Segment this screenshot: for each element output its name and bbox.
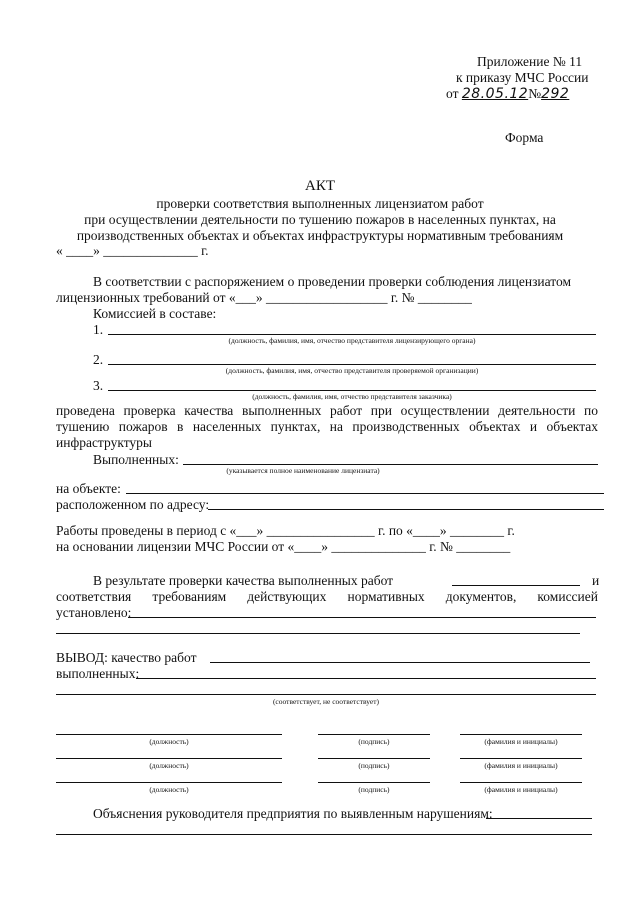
completed-label: выполненных: [56, 666, 140, 681]
checked-line-3: инфраструктуры [56, 435, 152, 450]
signature-3-position-caption: (должность) [149, 785, 189, 794]
from-prefix: от [446, 86, 459, 101]
result-line-2: соответствия требованиям действующих нормативных документов, комиссией [56, 589, 598, 604]
handwritten-date: 28.05.12 [461, 86, 529, 102]
title-date-line: « ____» ______________ г. [56, 243, 209, 258]
title-line-1: проверки соответствия выполненных лицензиатом работ [156, 196, 484, 211]
explanations-label: Объяснения руководителя предприятия по выявленным нарушениям: [93, 806, 493, 821]
explanations-field-2[interactable] [56, 834, 592, 835]
result-line-3: установлено: [56, 605, 132, 620]
object-field[interactable] [126, 493, 604, 494]
signature-2-name-field[interactable] [460, 758, 582, 759]
completed-field[interactable] [136, 678, 596, 679]
member-3-number: 3. [93, 378, 104, 393]
signature-3-name-caption: (фамилия и инициалы) [484, 785, 558, 794]
performed-label: Выполненных: [93, 452, 179, 467]
member-1-number: 1. [93, 322, 104, 337]
signature-3-position-field[interactable] [56, 782, 282, 783]
conclusion-field[interactable] [210, 662, 590, 663]
signature-2-sign-field[interactable] [318, 758, 430, 759]
title-line-3: производственных объектах и объектах инфраструктуры нормативным требованиям [76, 228, 564, 243]
address-label: расположенном по адресу: [56, 497, 210, 512]
order-date-line [446, 86, 569, 102]
signature-2-position-caption: (должность) [149, 761, 189, 770]
signature-3-sign-caption: (подпись) [358, 785, 390, 794]
member-2-field[interactable] [108, 364, 596, 365]
conclusion-label: ВЫВОД: качество работ [56, 650, 197, 665]
signature-1-name-field[interactable] [460, 734, 582, 735]
member-1-caption: (должность, фамилия, имя, отчество представителя лицензирующего органа) [228, 336, 476, 345]
conclusion-caption: (соответствует, не соответствует) [272, 697, 380, 706]
handwritten-number: 292 [541, 86, 570, 102]
conclusion-status-field[interactable] [56, 694, 596, 695]
signature-1-position-caption: (должность) [149, 737, 189, 746]
member-2-number: 2. [93, 352, 104, 367]
checked-line-2: тушению пожаров в населенных пунктах, на производственных объектах и объектах [56, 419, 598, 434]
result-line-1-end: и [592, 573, 600, 588]
member-2-caption: (должность, фамилия, имя, отчество представителя проверяемой организации) [225, 366, 479, 375]
order-paragraph-line-2: лицензионных требований от «___» __________________ г. № ________ [56, 290, 472, 305]
explanations-field-1[interactable] [486, 818, 592, 819]
appendix-number: Приложение № 11 [477, 54, 583, 69]
object-label: на объекте: [56, 481, 121, 496]
number-sign: № [528, 86, 542, 101]
result-work-field[interactable] [452, 585, 580, 586]
member-3-caption: (должность, фамилия, имя, отчество представителя заказчика) [252, 392, 452, 401]
result-field-2[interactable] [56, 633, 580, 634]
license-line: на основании лицензии МЧС России от «____» ______________ г. № ________ [56, 539, 511, 554]
signature-1-sign-field[interactable] [318, 734, 430, 735]
order-reference: к приказу МЧС России [456, 70, 589, 85]
form-label: Форма [505, 130, 544, 145]
member-1-field[interactable] [108, 334, 596, 335]
result-line-1: В результате проверки качества выполненных работ [93, 573, 394, 588]
performed-field[interactable] [183, 464, 598, 465]
member-3-field[interactable] [108, 390, 596, 391]
signature-3-sign-field[interactable] [318, 782, 430, 783]
signature-2-name-caption: (фамилия и инициалы) [484, 761, 558, 770]
signature-2-position-field[interactable] [56, 758, 282, 759]
order-paragraph-line-1: В соответствии с распоряжением о проведении проверки соблюдения лицензиатом [93, 274, 572, 289]
signature-1-position-field[interactable] [56, 734, 282, 735]
address-field[interactable] [208, 509, 604, 510]
commission-label: Комиссией в составе: [93, 306, 217, 321]
signature-1-name-caption: (фамилия и инициалы) [484, 737, 558, 746]
checked-line-1: проведена проверка качества выполненных работ при осуществлении деятельности по [56, 403, 598, 418]
document-title: АКТ [305, 178, 335, 194]
result-field-1[interactable] [128, 617, 596, 618]
title-line-2: при осуществлении деятельности по тушению пожаров в населенных пунктах, на [84, 212, 556, 227]
signature-3-name-field[interactable] [460, 782, 582, 783]
performed-caption: (указывается полное наименование лицензиата) [226, 466, 380, 475]
signature-1-sign-caption: (подпись) [358, 737, 390, 746]
signature-2-sign-caption: (подпись) [358, 761, 390, 770]
period-line: Работы проведены в период с «___» ________________ г. по «____» ________ г. [56, 523, 515, 538]
